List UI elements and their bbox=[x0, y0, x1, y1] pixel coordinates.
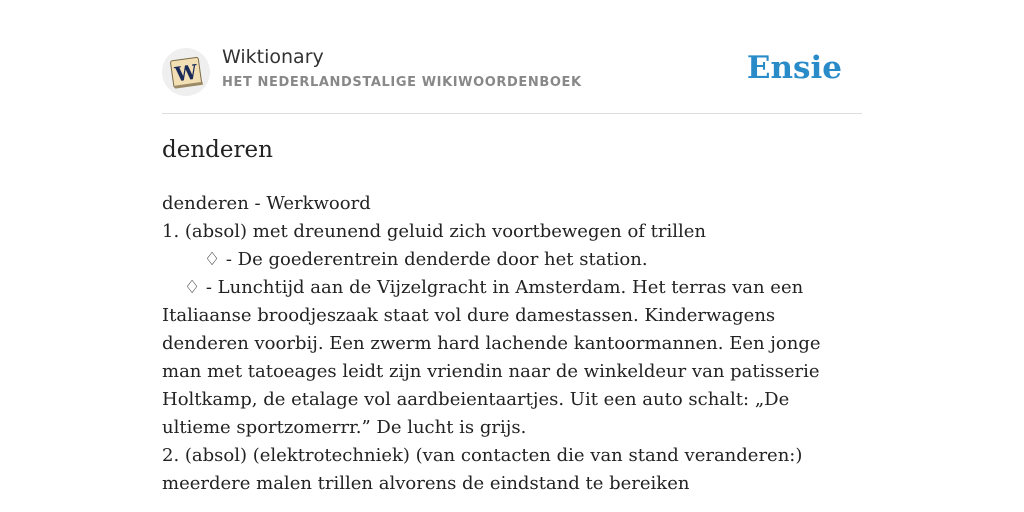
definition-1: 1. (absol) met dreunend geluid zich voortbewegen of trillen bbox=[162, 221, 707, 242]
example-2 bbox=[162, 274, 862, 442]
logo-letter: W bbox=[173, 59, 199, 87]
site-tagline: HET NEDERLANDSTALIGE WIKIWOORDENBOEK bbox=[222, 75, 582, 90]
example-1 bbox=[162, 246, 862, 274]
definition-2: 2. (absol) (elektrotechniek) (van contacten die van stand veranderen:) meerdere malen trillen alvorens de eindstand te bereiken bbox=[162, 445, 803, 494]
ensie-brand-logo[interactable]: Ensie bbox=[746, 50, 842, 86]
example-2-text: ♢ - Lunchtijd aan de Vijzelgracht in Amsterdam. Het terras van een Italiaanse broodjeszaak staat vol dure damestassen. Kinderwagens denderen voorbij. Een zwerm hard lachende kantoormannen. Een jonge man met tatoeages leidt zijn vriendin naar de winkeldeur van patisserie Holtkamp, de etalage vol aardbeientaartjes. Uit een auto schalt: „De ultieme sportzomerrr.” De lucht is grijs. bbox=[162, 277, 821, 438]
entry-heading: denderen - Werkwoord bbox=[162, 193, 371, 214]
site-name[interactable]: Wiktionary bbox=[222, 46, 324, 68]
wiktionary-logo-icon[interactable] bbox=[162, 48, 210, 96]
definition-body bbox=[162, 190, 862, 498]
site-header bbox=[162, 44, 862, 96]
example-1-text: ♢ - De goederentrein denderde door het station. bbox=[204, 249, 648, 270]
word-title: denderen bbox=[162, 137, 273, 163]
header-divider bbox=[162, 113, 862, 114]
